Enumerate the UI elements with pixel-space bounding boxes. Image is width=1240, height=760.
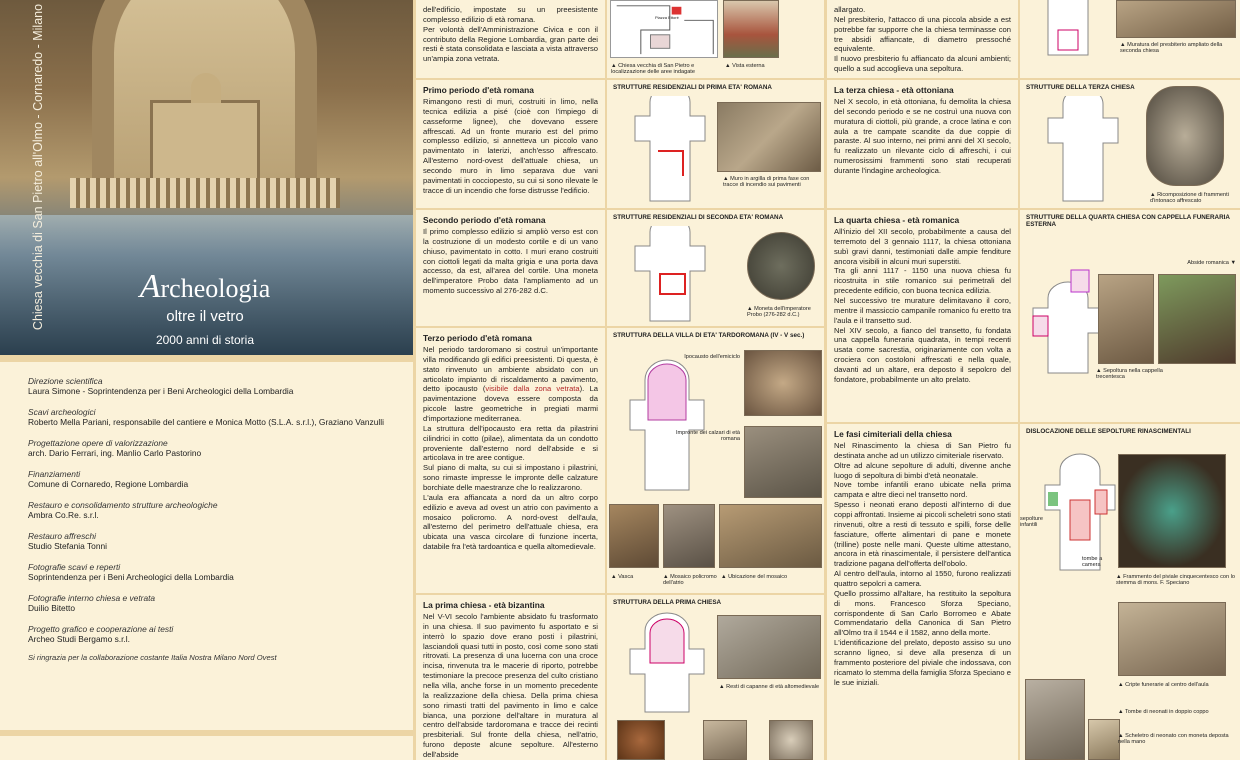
credit-entry	[28, 376, 385, 396]
credit-entry	[28, 562, 385, 582]
caption: ▲ Resti di capanne di età altomedievale	[719, 684, 823, 690]
section-roman-3	[416, 328, 605, 593]
vessel-photo	[769, 720, 813, 760]
find-photo	[703, 720, 747, 760]
figure-second-church	[1020, 0, 1240, 78]
cover-photo	[0, 0, 413, 355]
credit-name: Archeo Studi Bergamo s.r.l.	[28, 634, 130, 644]
burial-photo	[1098, 274, 1154, 364]
caption: ▲ Ricomposizione di frammenti d'intonaco affrescato	[1150, 192, 1240, 205]
phase-plan	[1023, 0, 1113, 60]
figure-third-church	[1020, 80, 1240, 208]
phase-plan	[1023, 96, 1123, 204]
hero-tagline: 2000 anni di storia	[155, 333, 255, 347]
hypocaust-photo	[744, 350, 822, 416]
caption: ▲ Scheletro di neonato con moneta deposta nella mano	[1118, 733, 1238, 746]
section-first-church	[416, 595, 605, 760]
caption: ▲ Vista esterna	[725, 63, 805, 69]
section-title: La terza chiesa - età ottoniana	[834, 85, 954, 95]
site-plan	[610, 0, 718, 58]
section-roman-2	[416, 210, 605, 326]
caption: ▲ Sepoltura nella cappella trecentesca	[1096, 368, 1176, 381]
section-roman-1	[416, 80, 605, 208]
section-text: All'inizio del XII secolo, probabilmente a causa del terremoto del 3 gennaio 1117, la chiesa ottoniana subì gravi danni, testimoniati dalle ampie fenditure ancora visibili in alcuni muri superstiti. Tra gli anni 1117 - 1150 una nuova chiesa fu ricostruita in stile romanico sui perimetrali del precedente edificio, con buona tecnica edilizia. Nel successivo tre murature delimitavano il coro, mentre il massiccio campanile romanico fu eretto tra l'aula e il transetto sud. Nel XIV secolo, a fianco del transetto, fu fondata una cappella funeraria quadrata, in tempi recenti usata come sacrestia, originariamente con volta a crociera con costoloni affrescati e nella quale, davanti ad un altare, era deposto il sepolcro del fondatore, probabilmente un alto prelato.	[834, 227, 1011, 384]
footprints-photo	[744, 426, 822, 498]
note-label: sepolture infantili	[1020, 516, 1044, 529]
section-text: Rimangono resti di muri, costruiti in limo, nella tecnica edilizia a pisé (cioè con l'impiego di casseforme lignee), che dovevano essere affrescati. Ad un fronte murario est del primo complesso edilizio, si annetteva un piccolo vano pavimentato in laterizi, anch'esso affrescato. All'esterno nord-ovest dell'attuale chiesa, un secondo muro in limo separava due vani pavimentati in cocciopesto, su cui si sono rilevate le tracce di un incendio che forse distrusse l'edificio.	[423, 97, 598, 195]
fresco-photo	[1146, 86, 1224, 186]
thanks-note: Si ringrazia per la collaborazione costante Italia Nostra Milano Nord Ovest	[28, 653, 277, 662]
phase-plan	[610, 226, 710, 324]
wall-photo	[1116, 0, 1236, 38]
phase-plan	[610, 350, 710, 500]
credit-name: Duilio Bitetto	[28, 603, 76, 613]
credit-role: Direzione scientifica	[28, 376, 103, 386]
highlight-note: visibile dalla zona vetrata	[485, 384, 580, 394]
plan-label: Piazza Ettoré	[655, 15, 679, 20]
caption: ▲ Muratura del presbiterio ampliato della seconda chiesa	[1120, 42, 1236, 55]
infant-photo	[1088, 719, 1120, 760]
section-third-church	[827, 80, 1018, 208]
section-text: Nel V-VI secolo l'ambiente absidato fu trasformato in una chiesa. Il suo pavimento fu asportato e si interrò lo spazio dove erano posti i pilastrini, lasciandoli quasi tutti in posto, così come sono stati ritrovati. La presenza di una lucerna con una croce incisa, rinvenuta tra le macerie di riporto, potrebbe testimoniare la precoce presenza del culto cristiano nella villa, anche forse in un momento precedente la realizzazione della chiesa. Della prima chiesa sono rimasti tratti del pavimento in limo e calce bianca, una porzione dell'altare in muratura al centro dell'abside tardoromana e tracce dei recinti presbiteriali. Sul fronte della chiesa, nell'atrio, furono deposte alcune sepolture. All'esterno dell'abside	[423, 612, 598, 760]
intro-text: dell'edificio, impostate su un preesistente complesso edilizio di età romana. Per volontà dell'Amministrazione Civica e con il contributo della Regione Lombardia, gran parte dei resti è stata consolidata e lasciata a vista attraverso un'ampia zona vetrata.	[423, 5, 598, 64]
section-title: La quarta chiesa - età romanica	[834, 215, 960, 225]
blank-panel	[0, 736, 413, 760]
balustrade	[70, 178, 340, 208]
figure-fourth-church	[1020, 210, 1240, 422]
apse-photo	[1158, 274, 1236, 364]
section-title: Terzo periodo d'età romana	[423, 333, 532, 343]
section-title: Le fasi cimiteriali della chiesa	[834, 429, 952, 439]
huts-photo	[717, 615, 821, 679]
note-label: Ipocausto dell'emiciclo	[684, 354, 740, 360]
caption: ▲ Chiesa vecchia di San Pietro e localizzazione delle aree indagate	[611, 63, 721, 76]
intro-text-box-2	[827, 0, 1018, 78]
figure-first-church	[607, 595, 824, 760]
section-text-b: ). La pavimentazione doveva essere composta da piccole lastre geometriche in pregiati marmi d'importazione mediterranea. La struttura dell'ipocausto era retta da pilastrini cilindrici in cotto (pilae), alimentata da un condotto proveniente dall'esterno nord dell'abside e si articolava in tre aree contigue. Sul piano di malta, su cui si impostano i pilastrini, sono rimaste impresse le impronte delle calzature borchiate delle maestranze che lo realizzarono. L'aula era affiancata a nord da un altro corpo edilizio e aveva ad ovest un atrio con pavimento a mosaico policromo. A nord-ovest dell'aula, all'esterno del perimetro dell'attuale chiesa, era ubicata una vasca circolare di funzione incerta, databile fra l'età tardoantica e quella altomedievale.	[423, 384, 598, 552]
credit-entry	[28, 469, 385, 489]
figure-roman-2	[607, 210, 824, 326]
basin-photo	[609, 504, 659, 568]
figure-renaissance-burials	[1020, 424, 1240, 760]
mosaic-photo	[663, 504, 715, 568]
church-exterior-photo	[723, 0, 779, 58]
credit-role: Fotografie scavi e reperti	[28, 562, 121, 572]
caption: ▲ Frammento del piviale cinquecentesco con lo stemma di mons. F. Speciano	[1116, 574, 1238, 587]
hero-subtitle: oltre il vetro	[166, 308, 244, 325]
figure-late-roman	[607, 328, 824, 593]
credit-entry	[28, 531, 385, 551]
section-text-a: Nel periodo tardoromano si costruì un'importante villa modificando gli edifici preesistenti. Di questa, è stato rinvenuto un ambiente absidato con un articolato impianto di riscaldamento a pavimento, detto ipocausto (	[423, 345, 598, 394]
figure-title: STRUTTURE DELLA TERZA CHIESA	[1026, 84, 1135, 91]
credit-entry	[28, 624, 385, 644]
credit-role: Scavi archeologici	[28, 407, 96, 417]
hero-title	[60, 268, 350, 347]
title-rest: rcheologia	[160, 274, 271, 303]
section-cemetery	[827, 424, 1018, 760]
crypts-photo	[1118, 602, 1226, 676]
hero-side-text: Chiesa vecchia di San Pietro all'Olmo - Cornaredo - Milano	[31, 3, 45, 331]
credit-role: Fotografie interno chiesa e vetrata	[28, 593, 156, 603]
credit-entry	[28, 438, 385, 458]
caption: ▲ Mosaico policromo dell'atrio	[663, 574, 719, 587]
cope-fragment-photo	[1118, 454, 1226, 568]
mosaic-location-photo	[719, 504, 822, 568]
coin-photo	[747, 232, 815, 300]
figure-title: STRUTTURE DELLA QUARTA CHIESA CON CAPPELLA FUNERARIA ESTERNA	[1026, 214, 1230, 228]
credit-name: Laura Simone - Soprintendenza per i Beni Archeologici della Lombardia	[28, 386, 294, 396]
note-label: Abside romanica ▼	[1187, 260, 1236, 266]
credit-role: Progettazione opere di valorizzazione	[28, 438, 168, 448]
credit-role: Finanziamenti	[28, 469, 81, 479]
figure-title: STRUTTURA DELLA PRIMA CHIESA	[613, 599, 722, 606]
figure-roman-1	[607, 80, 824, 208]
credit-role: Progetto grafico e cooperazione ai testi	[28, 624, 174, 634]
figure-title: STRUTTURA DELLA VILLA DI ETA' TARDOROMANA (IV - V sec.)	[613, 332, 805, 339]
caption: ▲ Moneta dell'imperatore Probo (276-282 d.C.)	[747, 306, 822, 319]
intro-text-box	[416, 0, 605, 78]
wall-photo	[717, 102, 821, 172]
credit-role: Restauro e consolidamento strutture archeologiche	[28, 500, 218, 510]
caption: ▲ Tombe di neonati in doppio coppo	[1118, 709, 1238, 715]
lamp-photo	[617, 720, 665, 760]
figure-title: STRUTTURE RESIDENZIALI DI SECONDA ETA' ROMANA	[613, 214, 784, 221]
title-initial: A	[139, 268, 161, 305]
credit-name: Ambra Co.Re. s.r.l.	[28, 510, 99, 520]
caption: ▲ Ubicazione del mosaico	[721, 574, 821, 580]
phase-plan	[610, 96, 710, 204]
credit-name: Soprintendenza per i Beni Archeologici della Lombardia	[28, 572, 234, 582]
section-title: Primo periodo d'età romana	[423, 85, 534, 95]
credit-name: Studio Stefania Tonni	[28, 541, 108, 551]
section-text: Nel X secolo, in età ottoniana, fu demolita la chiesa del secondo periodo e se ne costruì una nuova con muratura di ciottoli, più grande, a croce latina e con aula a tre campate scandite da due coppie di paraste. Al suo interno, nei primi anni del XI secolo, fu realizzato un rilevante ciclo di affreschi, i cui numerosissimi frammenti sono stati recuperati durante l'indagine archeologica.	[834, 97, 1011, 176]
caption: ▲ Cripte funerarie al centro dell'aula	[1118, 682, 1238, 688]
figure-title: STRUTTURE RESIDENZIALI DI PRIMA ETA' ROMANA	[613, 84, 772, 91]
note-label: tombe a camera	[1082, 556, 1103, 569]
credit-role: Restauro affreschi	[28, 531, 96, 541]
credit-entry	[28, 500, 385, 520]
caption: ▲ Muro in argilla di prima fase con tracce di incendio sui pavimenti	[723, 176, 823, 189]
note-label: Impronte dei calzari di età romana	[675, 430, 740, 443]
section-text: Il primo complesso edilizio si ampliò verso est con la costruzione di un modesto cortile e di un vano chiuso, pavimentato in cotto. I muri erano costruiti con ciottoli legati da malta grigia e una porta dava accesso, da est, all'area del cortile. Una moneta dell'imperatore Probo data l'ampliamento ad un momento successivo al 276-282 d.C.	[423, 227, 598, 296]
credit-entry	[28, 407, 385, 427]
credit-entry	[28, 593, 385, 613]
section-fourth-church	[827, 210, 1018, 422]
figure-title: DISLOCAZIONE DELLE SEPOLTURE RINASCIMENTALI	[1026, 428, 1191, 435]
phase-plan	[610, 611, 710, 715]
credits-panel	[0, 362, 413, 730]
section-title: La prima chiesa - età bizantina	[423, 600, 545, 610]
credits-list	[28, 376, 385, 644]
figure-location	[607, 0, 824, 78]
tiles-photo	[1025, 679, 1085, 760]
intro-text: allargato. Nel presbiterio, l'attacco di una piccola abside a est potrebbe far supporre che la chiesa terminasse con tre absidi affiancate, di diametro pressoché equivalente. Il nuovo presbiterio fu affiancato da alcuni ambienti; quello a sud accoglieva una sepoltura.	[834, 5, 1011, 74]
credit-name: Roberto Mella Pariani, responsabile del cantiere e Monica Motto (S.L.A. s.r.l.), Graziano Vanzulli	[28, 417, 384, 427]
credit-name: arch. Dario Ferrari, ing. Manlio Carlo Pastorino	[28, 448, 202, 458]
section-title: Secondo periodo d'età romana	[423, 215, 546, 225]
caption: ▲ Vasca	[611, 574, 659, 580]
section-text: Nel Rinascimento la chiesa di San Pietro fu destinata anche ad un utilizzo cimiteriale riservato. Oltre ad alcune sepolture di adulti, divenne anche luogo di sepoltura di bimbi d'età neonatale. Nove tombe infantili erano ubicate nella prima campata e altre dieci nel transetto nord. Spesso i neonati erano deposti all'interno di due coppi affrontati. Insieme ai piccoli scheletri sono stati rinvenuti, oltre a resti di tessuto e spilli, forse delle fasciature, offerte alimentari di pane e monete (trilline) poste nelle mani. Queste ultime attestano, ancora in età rinascimentale, il persistere dell'antica tradizione pagana dell'offerta dell'obolo. Al centro dell'aula, intorno al 1550, furono realizzati quattro sepolcri a camera. Quello prossimo all'altare, ha restituito la sepoltura di mons. Francesco Sforza Speciano, corrispondente di San Carlo Borromeo e Abate Commendatario della Canonica di San Pietro all'Olmo tra il 1544 e il 1582, anno della morte. L'identificazione del prelato, deposto assiso su uno scranno ligneo, si deve alla presenza di un frammento posteriore del piviale che indossava, con ricamato lo stemma della famiglia Sforza Speciano e le sue iniziali.	[834, 441, 1011, 687]
credit-name: Comune di Cornaredo, Regione Lombardia	[28, 479, 189, 489]
